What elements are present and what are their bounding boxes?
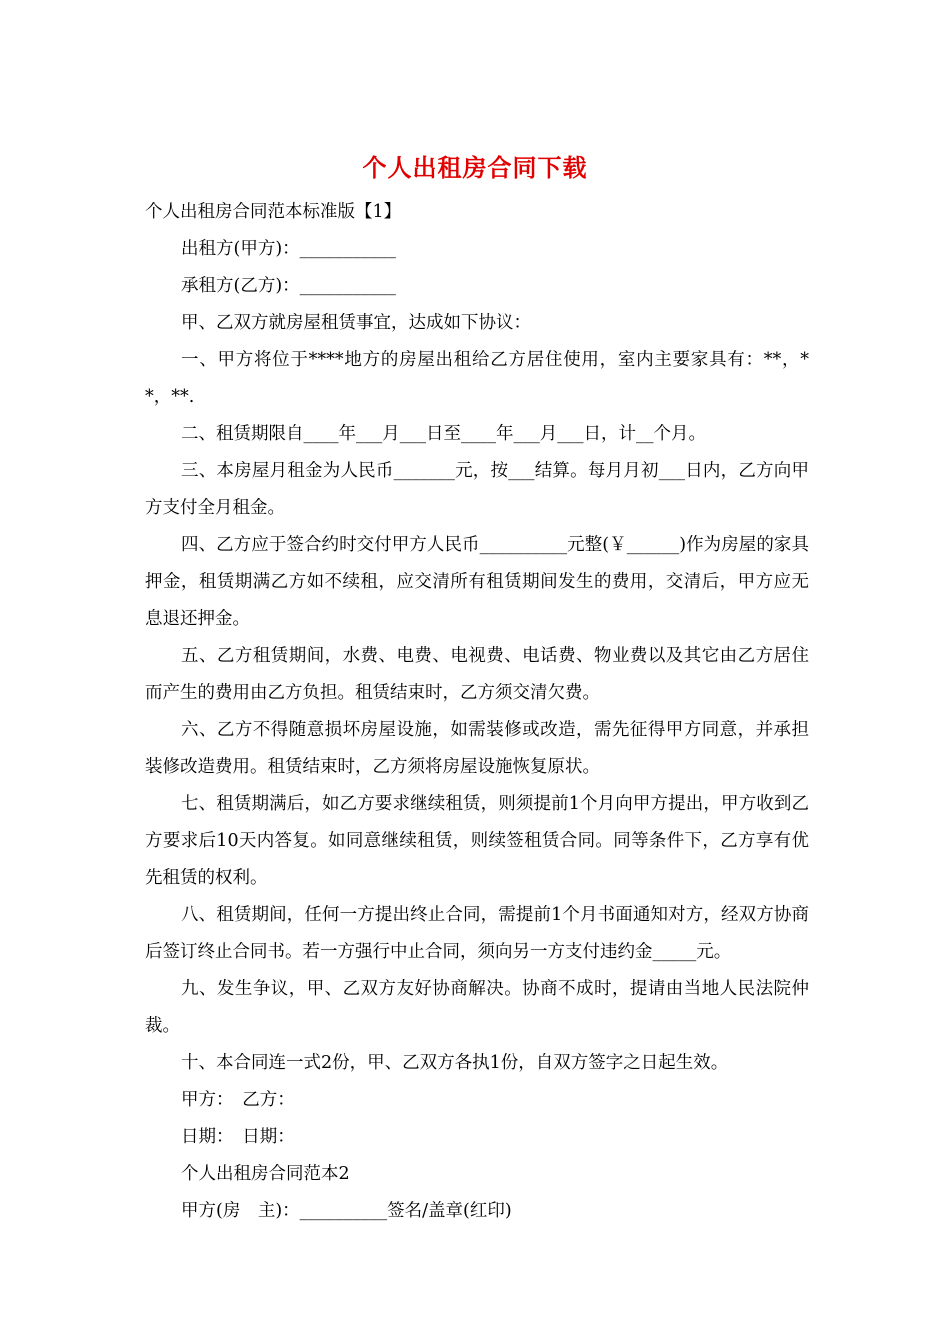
agreement-intro: 甲、乙双方就房屋租赁事宜，达成如下协议：	[181, 313, 531, 333]
signature-dates: 日期： 日期：	[181, 1127, 295, 1147]
clause-7: 七、租赁期满后，如乙方要求继续租赁，则须提前1个月向甲方提出，甲方收到乙方要求后10天内答复。如同意继续租赁，则续签租赁合同。同等条件下，乙方享有优先租赁的权利。	[145, 794, 809, 888]
document-title: 个人出租房合同下载	[362, 153, 588, 182]
clause-10: 十、本合同连一式2份，甲、乙双方各执1份，自双方签字之日起生效。	[181, 1053, 729, 1073]
template-2-heading: 个人出租房合同范本2	[181, 1164, 350, 1184]
subtitle-paragraph: 个人出租房合同范本标准版【1】	[145, 202, 402, 222]
signature-parties: 甲方： 乙方：	[181, 1090, 295, 1110]
clause-4: 四、乙方应于签合约时交付甲方人民币__________元整(￥______)作为房屋的家具押金，租赁期满乙方如不续租，应交清所有租赁期间发生的费用，交清后，甲方应无息退还押金。	[145, 535, 809, 629]
landlord-signature-field: 甲方(房 主)：__________签名/盖章(红印)	[181, 1201, 512, 1221]
lessee-field: 承租方(乙方)：___________	[181, 276, 396, 296]
clause-6: 六、乙方不得随意损坏房屋设施，如需装修或改造，需先征得甲方同意，并承担装修改造费用。租赁结束时，乙方须将房屋设施恢复原状。	[145, 720, 809, 777]
clause-9: 九、发生争议，甲、乙双方友好协商解决。协商不成时，提请由当地人民法院仲裁。	[145, 979, 809, 1036]
clause-5: 五、乙方租赁期间，水费、电费、电视费、电话费、物业费以及其它由乙方居住而产生的费用由乙方负担。租赁结束时，乙方须交清欠费。	[145, 646, 809, 703]
clause-2: 二、租赁期限自____年___月___日至____年___月___日，计__个月。	[181, 424, 706, 444]
lessor-field: 出租方(甲方)：___________	[181, 239, 396, 259]
clause-8: 八、租赁期间，任何一方提出终止合同，需提前1个月书面通知对方，经双方协商后签订终止合同书。若一方强行中止合同，须向另一方支付违约金_____元。	[145, 905, 809, 962]
clause-3: 三、本房屋月租金为人民币_______元，按___结算。每月月初___日内，乙方向甲方支付全月租金。	[145, 461, 809, 518]
document-body	[145, 194, 809, 1230]
clause-1: 一、甲方将位于****地方的房屋出租给乙方居住使用，室内主要家具有：**，**，**.	[145, 350, 809, 407]
